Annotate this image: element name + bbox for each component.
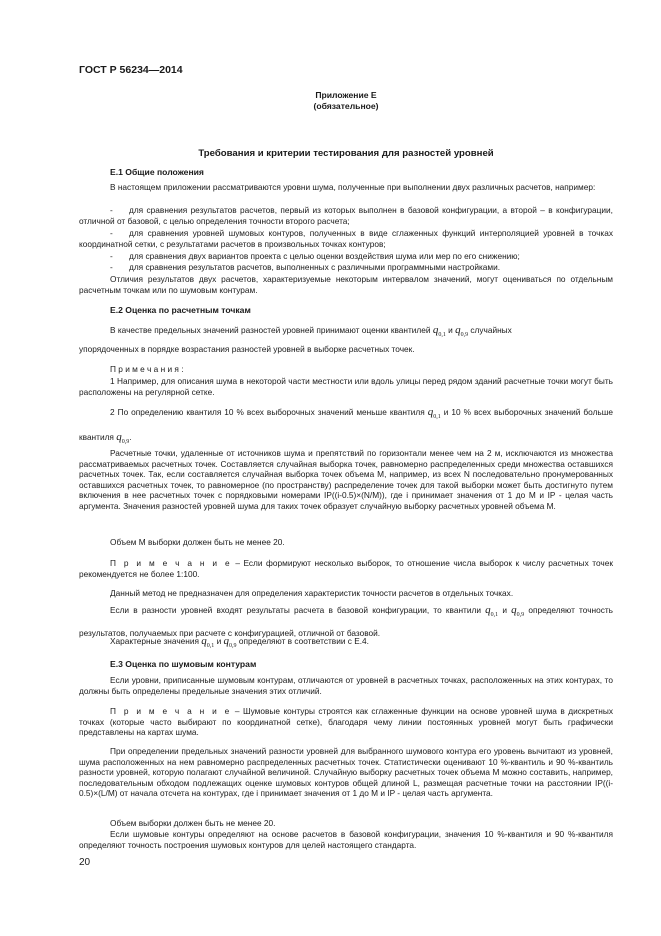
note-2 bbox=[79, 402, 613, 452]
section-e1-heading: Е.1 Общие положения bbox=[110, 167, 204, 177]
p1-text: В качестве предельных значений разностей уровней принимают оценки квантилей bbox=[110, 325, 431, 335]
p5-conj: и bbox=[502, 605, 507, 615]
appendix-status: (обязательное) bbox=[313, 101, 379, 111]
quantile-index: 0,1 bbox=[490, 612, 499, 619]
quantile-index: 0,1 bbox=[438, 332, 446, 339]
note4-label: П р и м е ч а н и е bbox=[110, 706, 232, 716]
p5-text: Если в разности уровней входят результаты расчета в базовой конфигурации, то квантили bbox=[110, 605, 481, 615]
quantile-symbol: $q_{0,9}$ bbox=[511, 604, 525, 619]
section-e3-p4: Если шумовые контуры определяют на основе расчетов в базовой конфигурации, значения 10 %-квантиля и 90 %-квантиля определяют точность построения шумовых контуров для целей настоящего стандарта. bbox=[79, 829, 613, 850]
section-e1-intro: В настоящем приложении рассматриваются уровни шума, полученные при выполнении двух различных расчетов, например: bbox=[110, 182, 596, 192]
quantile-symbol: $q_{0,9}$ bbox=[223, 635, 237, 650]
section-e3-heading: Е.3 Оценка по шумовым контурам bbox=[110, 659, 257, 669]
p6-text: определяют в соответствии с Е.4. bbox=[238, 636, 369, 646]
section-e1-outro: Отличия результатов двух расчетов, характеризуемые некоторым интервалом значений, могут оцениваться по отдельным расчетным точкам или по шумовым контурам. bbox=[79, 274, 613, 295]
document-title: Требования и критерии тестирования для разностей уровней bbox=[198, 148, 494, 159]
quantile-index: 0,9 bbox=[121, 439, 130, 446]
standard-number: ГОСТ Р 56234—2014 bbox=[79, 64, 183, 76]
quantile-index: 0,1 bbox=[206, 643, 215, 650]
list-item bbox=[79, 262, 613, 273]
notes-label: П р и м е ч а н и я : bbox=[110, 364, 184, 374]
note3-label: П р и м е ч а н и е bbox=[110, 558, 232, 568]
section-e2-p3: Объем М выборки должен быть не менее 20. bbox=[110, 537, 285, 547]
note-3 bbox=[79, 558, 613, 579]
quantile-index: 0,9 bbox=[229, 643, 237, 650]
quantile-symbol: $q_{0,1}$ bbox=[427, 406, 441, 421]
quantile-index: 0,1 bbox=[433, 414, 441, 421]
list-item-text: для сравнения результатов расчетов, выполненных с различными программными настройками. bbox=[129, 262, 501, 272]
note4-text: – Шумовые контуры строятся как сглаженные функции на основе уровней шума в дискретных точках (которые часто выбирают по координатной сетке), благодаря чему линии постоянных уровней могут быть графически представлены на картах шума. bbox=[79, 706, 613, 738]
note2-text: 2 По определению квантиля 10 % всех выборочных значений меньше квантиля bbox=[110, 407, 425, 417]
quantile-symbol: $q_{0,1}$ bbox=[485, 604, 499, 619]
p1-conj: и bbox=[448, 325, 453, 335]
note2-end: . bbox=[129, 432, 132, 443]
list-item bbox=[79, 205, 613, 226]
list-dash: - bbox=[110, 205, 113, 215]
section-e3-p3: Объем выборки должен быть не менее 20. bbox=[110, 818, 276, 828]
quantile-index: 0,9 bbox=[516, 612, 525, 619]
note-4 bbox=[79, 706, 613, 738]
list-item-text: для сравнения результатов расчетов, первый из которых выполнен в базовой конфигурации, а второй – в конфигурации, отличной от базовой, с целью определения точности второго расчета; bbox=[79, 205, 613, 226]
section-e2-p1 bbox=[79, 325, 613, 341]
note-1: 1 Например, для описания шума в некоторой части местности или вдоль улицы перед рядом зданий расчетные точки могут быть расположены на регулярной сетке. bbox=[79, 376, 613, 397]
quantile-index: 0,9 bbox=[460, 332, 469, 339]
appendix-title: Приложение Е bbox=[315, 90, 377, 100]
note3-text: – Если формируют несколько выборок, то отношение числа выборок к числу расчетных точек рекомендуется не более 1:100. bbox=[79, 558, 613, 579]
quantile-symbol: $q_{0,1}$ bbox=[201, 635, 215, 650]
section-e2-p2: Расчетные точки, удаленные от источников шума и препятствий по горизонтали менее чем на 2 м, исключаются из множества рассматриваемых расчетных точек. Составляется случайная выборка точек, равномерно распределенных среди множества оставшихся расчетных точек. Так, если составляется случайная выборка точек объема М, например, из всех N последовательно пронумерованных оставшихся расчетных точек, то равномерное (по пространству) распределение точек для такой выборки может быть достигнуто путем включения в нее расчетных точек с порядковыми номерами IP((i-0.5)×(N/M)), где i принимает значения от 1 до M и IP - целая часть аргумента. Значения разностей уровней шума для таких точек образует случайную выборку расчетных уровней объема М. bbox=[79, 448, 613, 511]
p6-conj: и bbox=[216, 636, 222, 646]
list-item-text: для сравнения двух вариантов проекта с целью оценки воздействия шума или мер по его снижению; bbox=[129, 251, 520, 261]
section-e2-p6 bbox=[79, 636, 613, 652]
list-item bbox=[79, 228, 613, 249]
p6-text: Характерные значения bbox=[110, 636, 199, 646]
section-e2-p4: Данный метод не предназначен для определения характеристик точности расчетов в отдельных точках. bbox=[110, 588, 514, 598]
quantile-symbol: $q_{0,1}$ bbox=[432, 324, 446, 339]
p5-text: определяют точность результатов, получаемых при расчете с конфигурацией, отличной от базовой. bbox=[79, 605, 613, 639]
quantile-symbol: $q_{0,9}$ bbox=[455, 324, 469, 339]
list-item bbox=[79, 251, 613, 262]
list-dash: - bbox=[110, 228, 113, 238]
list-item-text: для сравнения уровней шумовых контуров, полученных в виде сглаженных функций интерполяцией уровней в точках координатной сетки, с результатами расчетов в произвольных точках контуров; bbox=[79, 228, 613, 249]
section-e3-p2: При определении предельных значений разности уровней для выбранного шумового контура его уровень вычитают из уровней, шума расположенных на нем равномерно распределенных расчетных точек. Статистически оценивают 10 %-квантиль и 90 %-квантиль разности уровней, которую полагают случайной величиной. Случайную выборку расчетных точек объема М можно составить, например, последовательным обходом подлежащих оценке шумовых контуров общей длиной L, размещая расчетные точки на расстоянии IP((i-0.5)×(L/M) от начала отсчета на контурах, где i принимает значения от 1 до M и IP - целая часть аргумента. bbox=[79, 746, 613, 799]
p1-text: случайных bbox=[470, 325, 512, 335]
list-dash: - bbox=[110, 262, 113, 272]
section-e2-p1-cont: упорядоченных в порядке возрастания разностей уровней в выборке расчетных точек. bbox=[79, 344, 415, 354]
note2-text: и 10 % всех выборочных значений больше квантиля bbox=[79, 407, 614, 443]
quantile-symbol: $q_{0,9}$ bbox=[116, 431, 130, 446]
section-e2-heading: Е.2 Оценка по расчетным точкам bbox=[110, 305, 251, 315]
page-number: 20 bbox=[79, 857, 91, 868]
section-e3-p1: Если уровни, приписанные шумовым контурам, отличаются от уровней в расчетных точках, расположенных на этих контурах, то должны быть определены предельные значения этих отличий. bbox=[79, 675, 613, 696]
list-dash: - bbox=[110, 251, 113, 261]
